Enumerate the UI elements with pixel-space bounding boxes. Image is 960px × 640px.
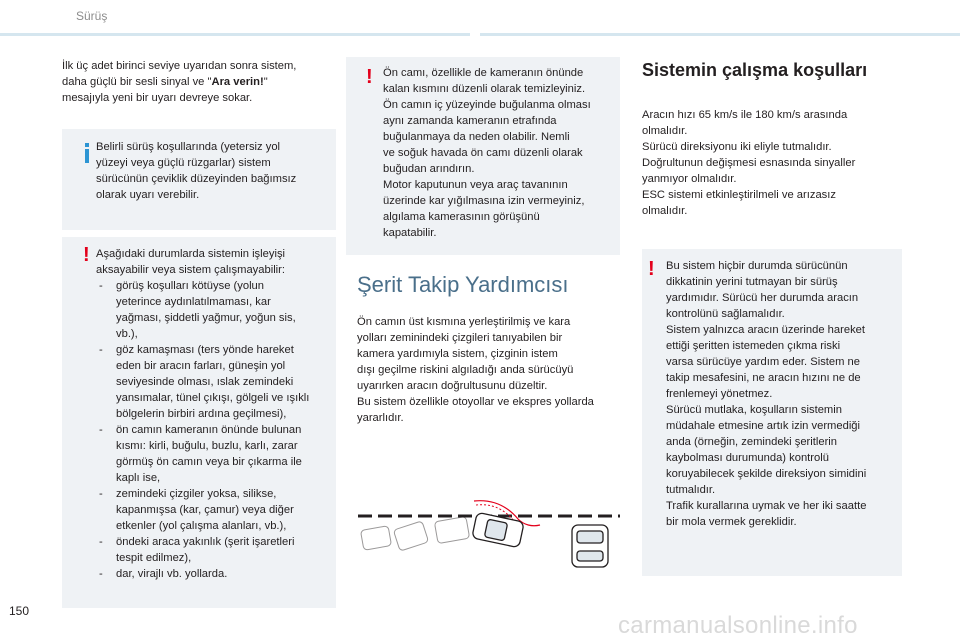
warning-line: müdahale etmesine artık izin vermediği xyxy=(666,420,861,432)
warning-box-responsibility xyxy=(642,249,902,576)
body-line: yolları zeminindeki çizgileri tanıyabilen bir xyxy=(357,332,563,344)
warning-line: yardımıdır. Sürücü her durumda aracın xyxy=(666,292,859,304)
warning-line: ettiği şeritten istemeden çıkma riski xyxy=(666,340,841,352)
intro-emphasis: Ara verin! xyxy=(211,76,264,88)
warning-intro-line: aksayabilir veya sistem çalışmayabilir: xyxy=(96,264,286,276)
info-icon xyxy=(85,143,89,163)
warning-line: dikkatinin yerini tutmayan bir sürüş xyxy=(666,276,838,288)
list-item: - zemindeki çizgiler yoksa, silikse, kapanmışsa (kar, çamur) veya diğer etkenler (yol çalışma alanları, vb.), xyxy=(96,486,332,534)
body-line: olmalıdır. xyxy=(642,205,688,217)
list-item: - öndeki araca yakınlık (şerit işaretleri tespit edilmez), xyxy=(96,534,332,566)
intro-paragraph xyxy=(62,58,342,106)
body-line: Sürücü direksiyonu iki eliyle tutmalıdır. xyxy=(642,141,832,153)
list-item: - dar, virajlı vb. yollarda. xyxy=(96,566,332,582)
body-line: Doğrultunun değişmesi esnasında sinyaller xyxy=(642,157,856,169)
lane-assist-body xyxy=(357,314,627,426)
warning-line: aynı zamanda kameranın etrafında xyxy=(383,115,557,127)
warning-line: kapatabilir. xyxy=(383,227,437,239)
warning-line: buğulanmaya da neden olabilir. Nemli xyxy=(383,131,570,143)
list-item: - ön camın kameranın önünde bulunan kısmı: kirli, buğulu, buzlu, karlı, zarar görmüş ön camın veya bir çıkarma ile kaplı ise, xyxy=(96,422,332,486)
intro-line: mesajıyla yeni bir uyarı devreye sokar. xyxy=(62,92,253,104)
body-line: yararlıdır. xyxy=(357,412,404,424)
conditions-body xyxy=(642,107,902,219)
condition-list xyxy=(96,278,332,582)
warning-line: koruyabilecek şekilde direksiyon simidini xyxy=(666,468,867,480)
warning-line: algılama kamerasının görüşünü xyxy=(383,211,540,223)
section-title-conditions: Sistemin çalışma koşulları xyxy=(642,60,868,80)
warning-line: bir mola vermek gereklidir. xyxy=(666,516,797,528)
warning-line: buğudan arındırın. xyxy=(383,163,475,175)
info-line: yüzeyi veya güçlü rüzgarlar) sistem xyxy=(96,157,271,169)
warning-box-conditions xyxy=(62,237,336,608)
warning-icon: ! xyxy=(83,244,90,266)
body-line: Bu sistem özellikle otoyollar ve ekspres yollarda xyxy=(357,396,594,408)
warning-icon: ! xyxy=(648,258,655,280)
warning-line: kaybolması durumunda) kontrolü xyxy=(666,452,829,464)
warning-line: frenlemeyi yönetmez. xyxy=(666,388,773,400)
warning-line: Trafik kurallarına uymak ve her iki saatte xyxy=(666,500,867,512)
warning-line: kalan kısmını düzenli olarak temizleyiniz. xyxy=(383,83,586,95)
watermark: carmanualsonline.info xyxy=(618,612,858,639)
info-line: Belirli sürüş koşullarında (yetersiz yol xyxy=(96,141,281,153)
info-line: olarak uyarı verebilir. xyxy=(96,189,200,201)
warning-line: takip mesafesini, ne aracın hızını ne de xyxy=(666,372,861,384)
header-rule-left xyxy=(0,33,470,36)
lane-assist-illustration xyxy=(356,495,622,575)
body-line: dışı geçilme riskini algıladığı anda sürücüyü xyxy=(357,364,574,376)
body-line: Ön camın üst kısmına yerleştirilmiş ve kara xyxy=(357,316,571,328)
warning-icon: ! xyxy=(366,66,373,88)
body-line: olmalıdır. xyxy=(642,125,688,137)
warning-line: anda (örneğin, zemindeki şeritlerin xyxy=(666,436,838,448)
warning-box-cleaning xyxy=(346,57,620,255)
warning-line: Sistem yalnızca aracın üzerinde hareket xyxy=(666,324,865,336)
body-line: ESC sistemi etkinleştirilmeli ve arızasız xyxy=(642,189,836,201)
warning-line: ve soğuk havada ön camı düzenli olarak xyxy=(383,147,583,159)
warning-line: üzerinde kar yığılmasına izin vermeyiniz, xyxy=(383,195,585,207)
header-rule-right xyxy=(480,33,960,36)
intro-line: İlk üç adet birinci seviye uyarıdan sonra sistem, xyxy=(62,60,297,72)
header-section-title: Sürüş xyxy=(76,9,108,23)
page-number: 150 xyxy=(9,604,30,618)
info-box xyxy=(62,129,336,230)
warning-line: tutmalıdır. xyxy=(666,484,716,496)
warning-intro-line: Aşağıdaki durumlarda sistemin işleyişi xyxy=(96,248,286,260)
list-item: - göz kamaşması (ters yönde hareket eden bir aracın farları, güneşin yol seviyesinde olması, ıslak zemindeki yansımalar, tünel çıkışı, gölgeli ve ışıklı bölgelerin birbiri ardına geçilmesi), xyxy=(96,342,332,422)
section-title-lane-assist: Şerit Takip Yardımcısı xyxy=(357,272,569,297)
warning-line: Sürücü mutlaka, koşulların sistemin xyxy=(666,404,842,416)
list-item: - görüş koşulları kötüyse (yolun yeterince aydınlatılmaması, kar yağması, şiddetli yağmur, yoğun sis, vb.), xyxy=(96,278,332,342)
body-line: uyarırken aracın doğrultusunu düzeltir. xyxy=(357,380,548,392)
intro-line: daha güçlü bir sesli sinyal ve "Ara verin!" xyxy=(62,76,268,88)
warning-line: Ön camı, özellikle de kameranın önünde xyxy=(383,67,584,79)
body-line: Aracın hızı 65 km/s ile 180 km/s arasında xyxy=(642,109,848,121)
body-line: yanmıyor olmalıdır. xyxy=(642,173,737,185)
warning-line: Motor kaputunun veya araç tavanının xyxy=(383,179,568,191)
warning-line: kontrolünü sağlamalıdır. xyxy=(666,308,785,320)
warning-line: Bu sistem hiçbir durumda sürücünün xyxy=(666,260,848,272)
body-line: kamera yardımıyla sistem, çizginin istem xyxy=(357,348,558,360)
warning-line: varsa sürücüye yardım eder. Sistem ne xyxy=(666,356,860,368)
warning-line: Ön camın iç yüzeyinde buğulanma olması xyxy=(383,99,591,111)
info-line: sürücünün çeviklik düzeyinden bağımsız xyxy=(96,173,297,185)
